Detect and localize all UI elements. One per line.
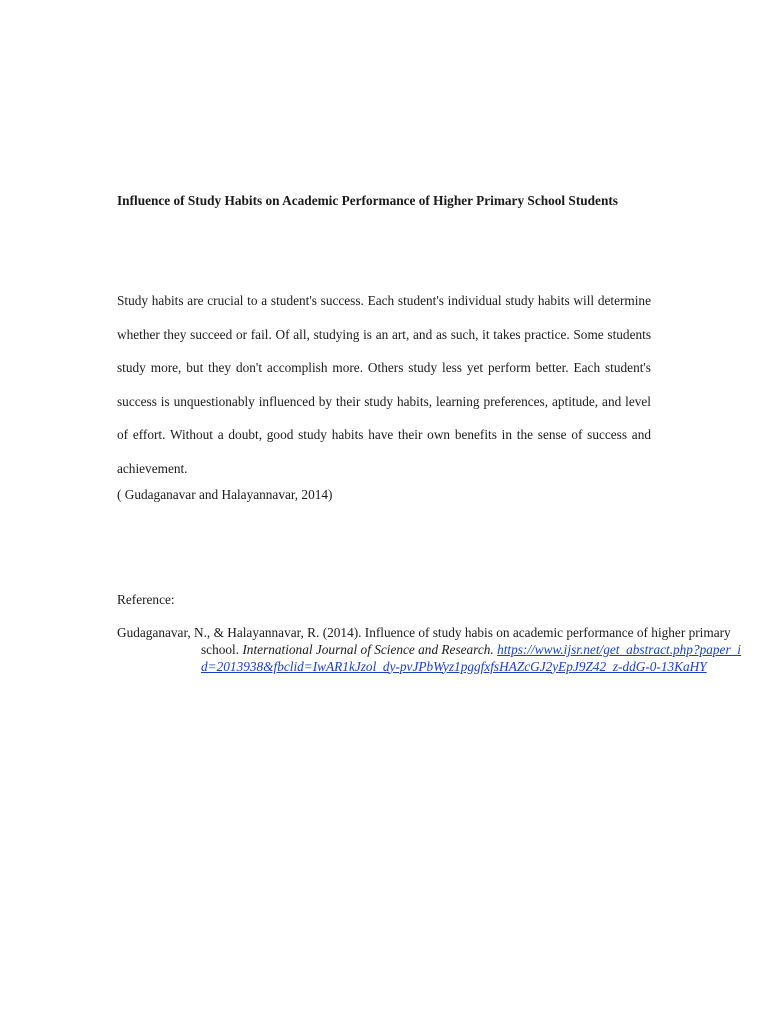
in-text-citation: ( Gudaganavar and Halayannavar, 2014) [117,486,333,502]
document-title: Influence of Study Habits on Academic Performance of Higher Primary School Students [117,193,618,208]
reference-link[interactable]: https://www.ijsr.net/get_abstract.php?paper_id=2013938&fbclid=IwAR1kJzol_dy-pvJPbWyz1pggfxfsHAZcGJ2yEpJ9Z42_z-ddG-0-13KaHY [201,641,741,674]
body-text: Study habits are crucial to a student's success. Each student's individual study habits will determine whether they succeed or fail. Of all, studying is an art, and as such, it takes practice. Some students study more, but they don't accomplish more. Others study less yet perform better. Each student's success is unquestionably influenced by their study habits, learning preferences, aptitude, and level of effort. Without a doubt, good study habits have their own benefits in the sense of success and achievement. [117,293,651,476]
reference-journal: International Journal of Science and Research. [242,641,494,657]
reference-authors-title: Gudaganavar, N., & Halayannavar, R. (2014). Influence of study habis on academic performance of higher primary school. [117,625,731,657]
reference-entry [117,625,741,675]
body-paragraph [117,284,651,506]
reference-heading: Reference: [117,592,175,607]
